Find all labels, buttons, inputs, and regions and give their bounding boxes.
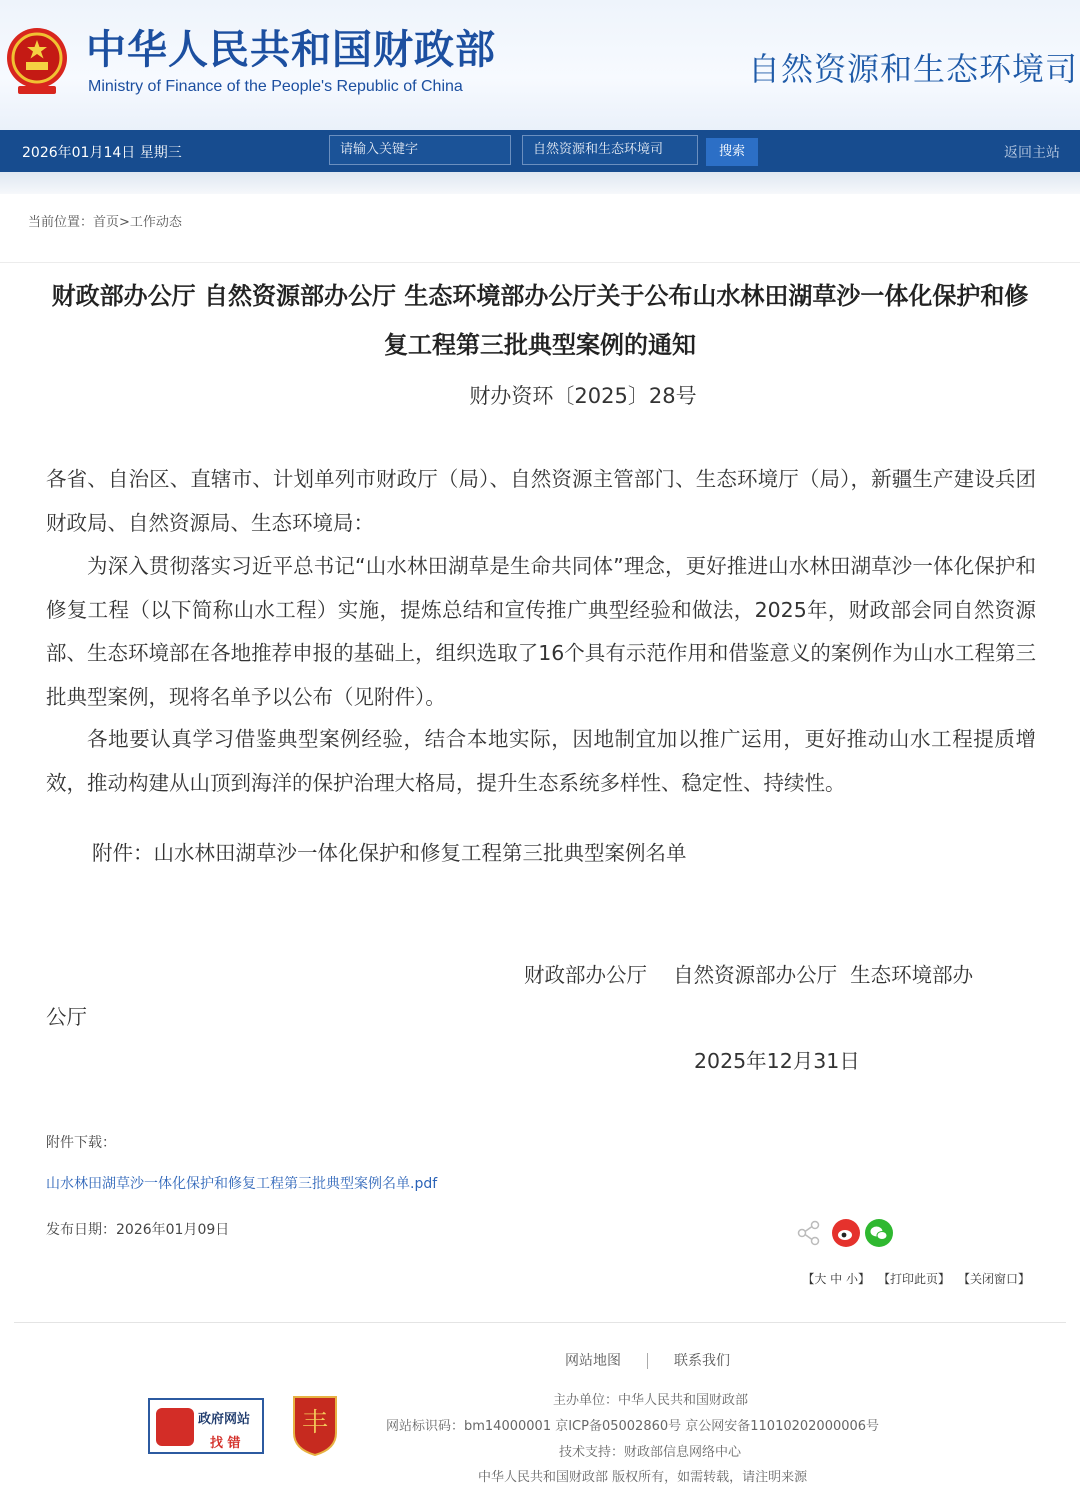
article-paragraph-1: 为深入贯彻落实习近平总书记“山水林田湖草是生命共同体”理念，更好推进山水林田湖草沙一体化保护和修复工程（以下简称山水工程）实施，提炼总结和宣传推广典型经验和做法，2025年，财政部会同自然资源部、生态环境部在各地推荐申报的基础上，组织选取了16个具有示范作用和借鉴意义的案例作为山水工程第三批典型案例，现将名单予以公布（见附件）。 [46,554,1036,709]
font-size-toggle[interactable]: 【大 中 小】 [802,1272,870,1286]
footer-identifiers[interactable]: 网站标识码：bm14000001 京ICP备05002860号 京公网安备11010202000006号 [386,1419,880,1434]
party-emblem-icon[interactable] [288,1393,342,1457]
contact-link[interactable]: 联系我们 [674,1353,730,1369]
footer-separator [647,1353,648,1369]
site-title[interactable]: 中华人民共和国财政部 [86,27,496,73]
department-name: 自然资源和生态环境司 [747,50,1078,88]
article-paragraph-2: 各地要认真学习借鉴典型案例经验，结合本地实际，因地制宜加以推广运用，更好推动山水工程提质增效，推动构建从山顶到海洋的保护治理大格局，提升生态系统多样性、稳定性、持续性。 [46,727,1036,795]
nav-shadow [0,172,1080,194]
search-button[interactable]: 搜索 [706,138,758,166]
current-date: 2026年01月14日 星期三 [22,145,182,161]
return-home-link[interactable]: 返回主站 [1004,145,1060,161]
svg-text:丰: 丰 [301,1408,329,1438]
footer-links [565,1350,730,1370]
close-window-link[interactable]: 【关闭窗口】 [963,1272,1030,1286]
sitemap-link[interactable]: 网站地图 [565,1353,621,1369]
magnifier-icon [156,1408,194,1446]
footer-tech-support: 技术支持：财政部信息网络中心 [559,1445,742,1460]
document-number: 财办资环〔2025〕28号 [469,384,697,408]
site-subtitle: Ministry of Finance of the People's Republic of China [88,78,463,95]
publish-date: 发布日期：2026年01月09日 [46,1222,230,1238]
signature-line-2: 公厅 [46,1005,87,1029]
salutation: 各省、自治区、直辖市、计划单列市财政厅（局）、自然资源主管部门、生态环境厅（局），新疆生产建设兵团财政局、自然资源局、生态环境局： [46,467,1036,535]
attachment-note: 附件：山水林田湖草沙一体化保护和修复工程第三批典型案例名单 [92,841,687,865]
national-emblem-icon [4,26,70,98]
footer-divider [14,1322,1066,1323]
weibo-icon[interactable] [832,1219,860,1247]
footer-host: 主办单位：中华人民共和国财政部 [553,1393,749,1408]
article-title: 财政部办公厅 自然资源部办公厅 生态环境部办公厅关于公布山水林田湖草沙一体化保护和修复工程第三批典型案例的通知 [51,282,1029,359]
search-input[interactable]: 请输入关键字 [329,135,511,165]
gov-site-error-report-badge[interactable] [148,1398,264,1454]
site-header [0,0,1080,130]
gov-badge-line-1: 政府网站 [198,1412,251,1427]
breadcrumb-divider [0,262,1080,263]
page-tools [788,1270,1030,1287]
download-label: 附件下载： [46,1135,116,1151]
breadcrumb[interactable]: 当前位置：首页>工作动态 [28,215,182,230]
share-icon[interactable] [796,1220,822,1246]
search-scope-select[interactable]: 自然资源和生态环境司 [522,135,698,165]
print-page-link[interactable]: 【打印此页】 [883,1272,950,1286]
wechat-icon[interactable] [865,1219,893,1247]
attachment-download-link[interactable]: 山水林田湖草沙一体化保护和修复工程第三批典型案例名单.pdf [46,1176,438,1192]
signature-date: 2025年12月31日 [694,1049,860,1073]
footer-copyright: 中华人民共和国财政部 版权所有，如需转载，请注明来源 [478,1470,808,1485]
gov-badge-line-2: 找 错 [210,1436,241,1451]
signature-line-1: 财政部办公厅 自然资源部办公厅 生态环境部办 [524,963,974,987]
top-nav-bar [0,130,1080,172]
